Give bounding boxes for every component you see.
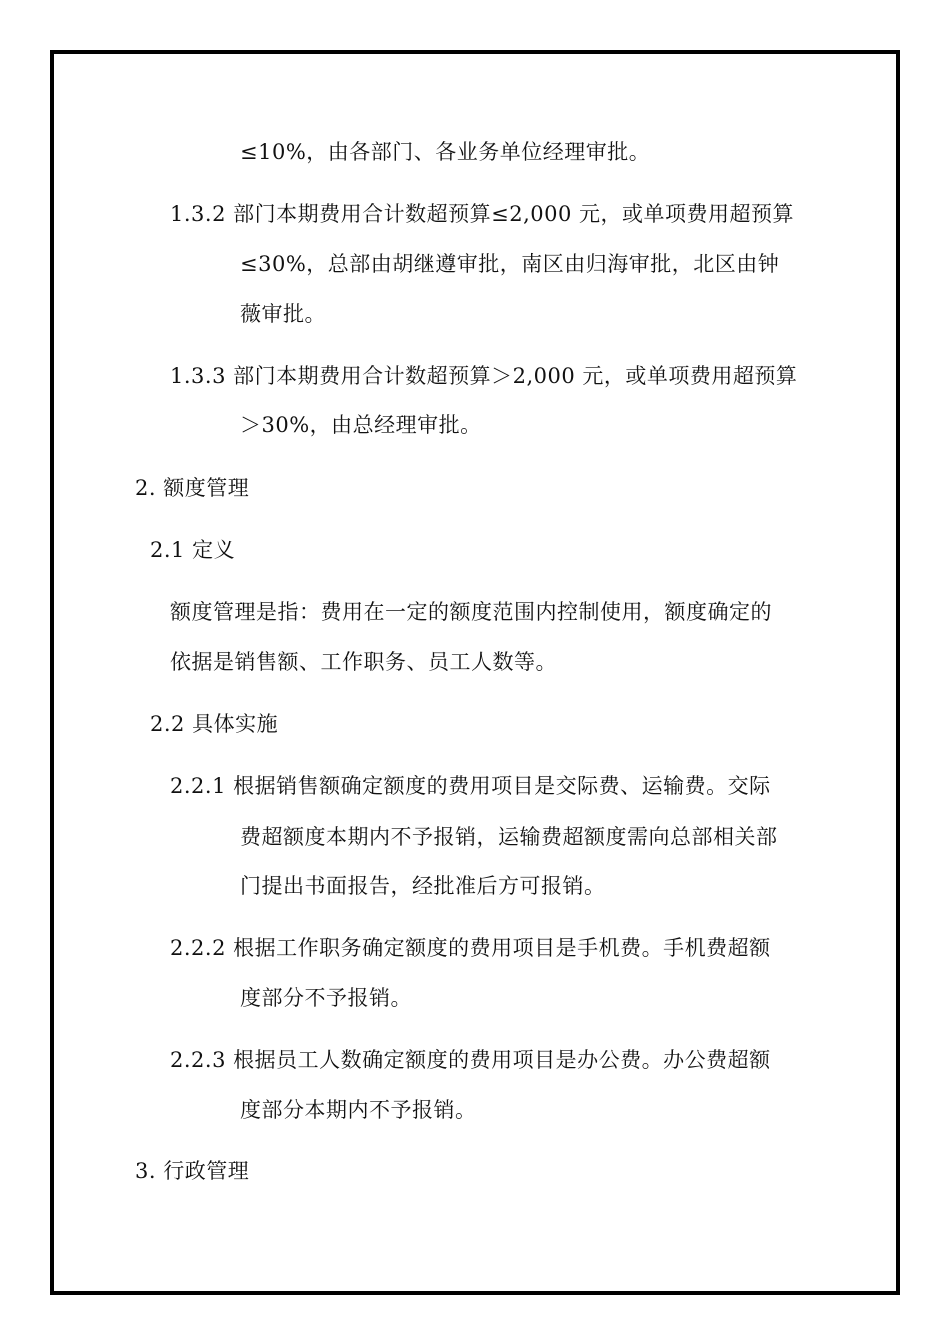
- section-1-3-2-line-1: 1.3.2 部门本期费用合计数超预算≤2,000 元，或单项费用超预算: [170, 202, 794, 226]
- heading-2-1: 2.1 定义: [150, 538, 236, 562]
- section-2-2-1-line-2: 费超额度本期内不予报销，运输费超额度需向总部相关部: [240, 825, 778, 849]
- section-2-2-2-line-2: 度部分不予报销。: [240, 986, 412, 1010]
- heading-2: 2. 额度管理: [135, 476, 250, 500]
- section-1-3-3-line-2: ＞30%，由总经理审批。: [240, 413, 482, 437]
- section-1-3-2-line-2: ≤30%，总部由胡继遵审批，南区由归海审批，北区由钟: [240, 252, 780, 276]
- section-2-2-1-line-1: 2.2.1 根据销售额确定额度的费用项目是交际费、运输费。交际: [170, 774, 771, 798]
- text-line-1: ≤10%，由各部门、各业务单位经理审批。: [240, 140, 651, 164]
- section-2-2-1-line-3: 门提出书面报告，经批准后方可报销。: [240, 874, 606, 898]
- section-2-2-2-line-1: 2.2.2 根据工作职务确定额度的费用项目是手机费。手机费超额: [170, 936, 771, 960]
- section-1-3-3-line-1: 1.3.3 部门本期费用合计数超预算＞2,000 元，或单项费用超预算: [170, 364, 798, 388]
- section-2-2-3-line-2: 度部分本期内不予报销。: [240, 1098, 477, 1122]
- definition-line-1: 额度管理是指：费用在一定的额度范围内控制使用，额度确定的: [170, 600, 772, 624]
- section-1-3-2-line-3: 薇审批。: [240, 302, 326, 326]
- heading-3: 3. 行政管理: [135, 1159, 250, 1183]
- section-2-2-3-line-1: 2.2.3 根据员工人数确定额度的费用项目是办公费。办公费超额: [170, 1048, 771, 1072]
- definition-line-2: 依据是销售额、工作职务、员工人数等。: [170, 650, 557, 674]
- heading-2-2: 2.2 具体实施: [150, 712, 279, 736]
